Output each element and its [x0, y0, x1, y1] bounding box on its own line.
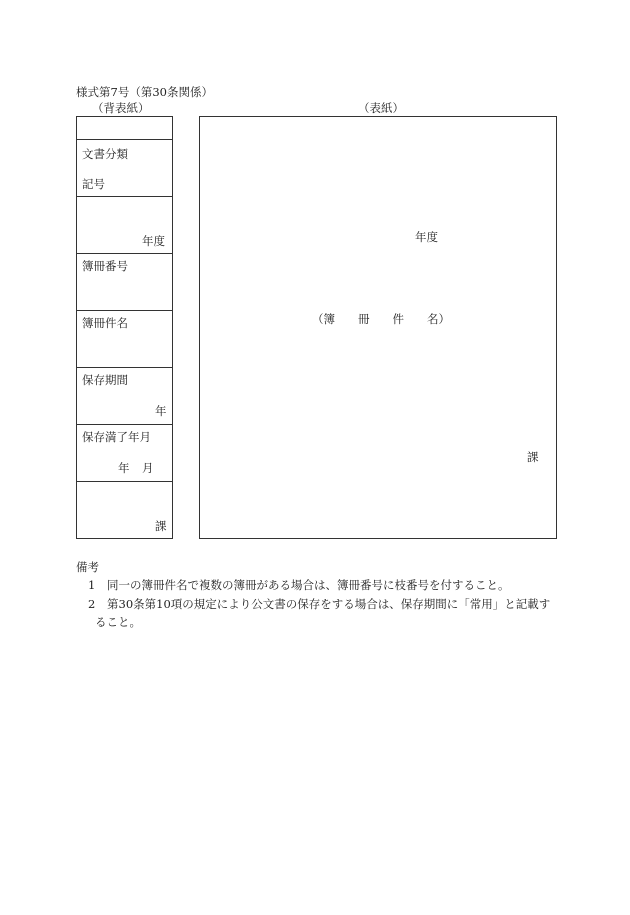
spine-divider-4	[76, 310, 173, 311]
notes-heading: 備考	[76, 560, 99, 574]
spine-retention-period: 保存期間	[82, 373, 128, 387]
spine-section: 課	[155, 519, 167, 533]
note-text-1: 同一の簿冊件名で複数の簿冊がある場合は、簿冊番号に枝番号を付すること。	[107, 578, 510, 592]
spine-register-number: 簿冊番号	[82, 259, 128, 273]
spine-divider-3	[76, 253, 173, 254]
spine-fiscal-year: 年度	[142, 234, 165, 248]
cover-label: （表紙）	[358, 101, 404, 115]
spine-divider-1	[76, 139, 173, 140]
spine-expiry-year: 年	[118, 461, 130, 475]
spine-divider-2	[76, 196, 173, 197]
spine-divider-5	[76, 367, 173, 368]
form-title: 様式第7号（第30条関係）	[76, 85, 213, 99]
note-text-2: 第30条第10項の規定により公文書の保存をする場合は、保存期間に「常用」と記載す	[107, 597, 551, 611]
note-number-2: 2	[88, 597, 96, 611]
spine-retention-unit: 年	[155, 404, 167, 418]
cover-section: 課	[527, 450, 539, 464]
spine-divider-6	[76, 424, 173, 425]
spine-label: （背表紙）	[92, 101, 150, 115]
note-number-1: 1	[88, 578, 96, 592]
spine-symbol: 記号	[82, 177, 105, 191]
cover-box	[199, 116, 557, 539]
spine-expiry: 保存満了年月	[82, 430, 151, 444]
spine-register-name: 簿冊件名	[82, 316, 128, 330]
spine-doc-class: 文書分類	[82, 147, 128, 161]
cover-register-name: （簿 冊 件 名）	[312, 312, 450, 326]
cover-fiscal-year: 年度	[415, 230, 438, 244]
spine-expiry-month: 月	[142, 461, 154, 475]
spine-divider-7	[76, 481, 173, 482]
note-text-2-cont: ること。	[95, 615, 141, 629]
